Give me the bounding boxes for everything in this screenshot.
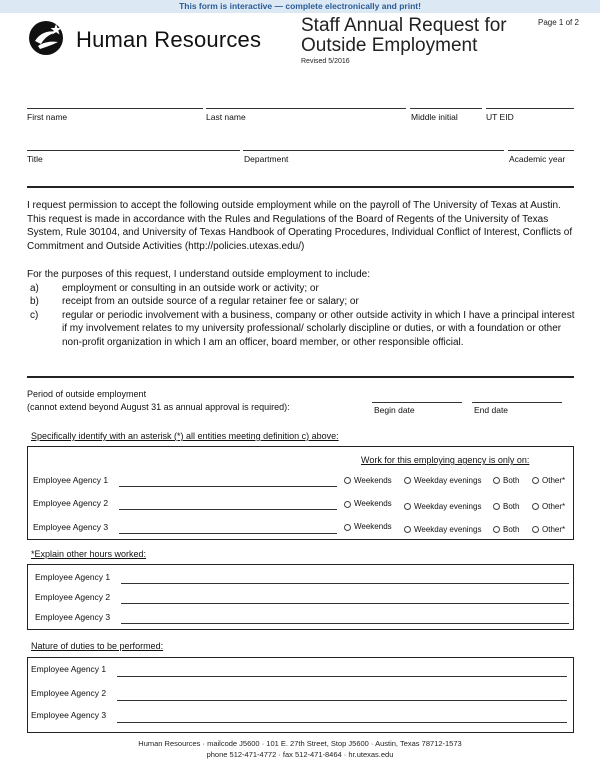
agency-label: Employee Agency 1 — [33, 475, 109, 485]
list-item — [27, 282, 577, 296]
duties-field-3[interactable] — [117, 722, 567, 723]
academic-year-field[interactable] — [508, 150, 574, 151]
period-note: (cannot extend beyond August 31 as annual approval is required): — [27, 402, 290, 412]
section3-heading: Nature of duties to be performed: — [31, 641, 164, 651]
period-label: Period of outside employment — [27, 389, 147, 399]
purpose-list — [27, 268, 577, 349]
list-text: receipt from an outside source of a regular retainer fee or salary; or — [62, 296, 359, 307]
agency-label: Employee Agency 3 — [33, 522, 109, 532]
list-text: employment or consulting in an outside work or activity; or — [62, 282, 319, 294]
agency-label: Employee Agency 1 — [35, 572, 111, 582]
other-hours-box — [27, 564, 574, 630]
agency-label: Employee Agency 3 — [31, 710, 107, 720]
option-label: Both — [503, 476, 520, 485]
divider — [27, 186, 574, 188]
duties-field-1[interactable] — [117, 676, 567, 677]
option-label: Both — [503, 525, 520, 534]
end-date-field[interactable] — [472, 402, 562, 403]
both-radio[interactable] — [493, 477, 500, 484]
both-radio[interactable] — [493, 503, 500, 510]
list-text: regular or periodic involvement with a business, company or other outside activity in which I have a principal interest if my involvement relates to my university professional/ scholarly discipline or duties, or with a foundation or other non-profit organization in which I am an officer, board member, or other responsible official. — [62, 309, 575, 348]
weekday-evenings-radio[interactable] — [404, 503, 411, 510]
weekday-evenings-radio[interactable] — [404, 477, 411, 484]
middle-initial-label: Middle initial — [411, 112, 458, 122]
footer-contact: phone 512-471-4772 · fax 512-471-8464 · hr.utexas.edu — [206, 750, 394, 759]
other-hours-field-1[interactable] — [121, 583, 569, 584]
title-field[interactable] — [27, 150, 240, 151]
begin-date-label: Begin date — [374, 405, 415, 415]
revised-date: Revised 5/2016 — [301, 58, 350, 65]
first-name-field[interactable] — [27, 108, 203, 109]
interactive-banner: This form is interactive — complete electronically and print! — [0, 0, 600, 13]
form-title-line2: Outside Employment — [301, 35, 478, 56]
list-item — [27, 309, 577, 350]
option-label: Other* — [542, 502, 566, 511]
first-name-label: First name — [27, 112, 68, 122]
section2-heading: *Explain other hours worked: — [31, 549, 147, 559]
duties-field-2[interactable] — [117, 700, 567, 701]
other-hours-field-2[interactable] — [121, 603, 569, 604]
list-marker: c) — [30, 309, 39, 321]
department-label: Department — [244, 154, 289, 164]
option-label: Weekends — [354, 522, 392, 531]
other-radio[interactable] — [532, 503, 539, 510]
divider — [27, 376, 574, 378]
form-title-line1: Staff Annual Request for — [301, 15, 507, 36]
middle-initial-field[interactable] — [410, 108, 482, 109]
purpose-lead: For the purposes of this request, I understand outside employment to include: — [27, 269, 370, 280]
both-radio[interactable] — [493, 526, 500, 533]
weekends-radio[interactable] — [344, 524, 351, 531]
weekday-evenings-radio[interactable] — [404, 526, 411, 533]
last-name-field[interactable] — [206, 108, 406, 109]
option-label: Weekends — [354, 476, 392, 485]
list-marker: a) — [30, 282, 39, 294]
agency2-field[interactable] — [119, 509, 337, 510]
option-label: Other* — [542, 525, 566, 534]
last-name-label: Last name — [206, 112, 246, 122]
form-title — [301, 16, 507, 56]
other-hours-field-3[interactable] — [121, 623, 569, 624]
page-number: Page 1 of 2 — [538, 18, 579, 27]
agency1-field[interactable] — [119, 486, 337, 487]
weekends-radio[interactable] — [344, 477, 351, 484]
ut-eid-label: UT EID — [486, 112, 514, 122]
option-label: Weekday evenings — [414, 502, 482, 511]
list-item — [27, 295, 577, 309]
agency-label: Employee Agency 3 — [35, 612, 111, 622]
end-date-label: End date — [474, 405, 509, 415]
agency-label: Employee Agency 2 — [33, 498, 109, 508]
list-marker: b) — [30, 296, 39, 307]
other-radio[interactable] — [532, 477, 539, 484]
agency-label: Employee Agency 2 — [31, 688, 107, 698]
option-label: Weekends — [354, 499, 392, 508]
agency-label: Employee Agency 2 — [35, 592, 111, 602]
option-label: Both — [503, 502, 520, 511]
agency-label: Employee Agency 1 — [31, 664, 107, 674]
option-label: Weekday evenings — [414, 476, 482, 485]
begin-date-field[interactable] — [372, 402, 462, 403]
hr-logo-icon — [28, 20, 64, 56]
duties-box — [27, 657, 574, 733]
department-field[interactable] — [243, 150, 504, 151]
weekends-radio[interactable] — [344, 501, 351, 508]
academic-year-label: Academic year — [509, 154, 566, 164]
org-name: Human Resources — [76, 27, 262, 52]
option-label: Weekday evenings — [414, 525, 482, 534]
work-note: Work for this employing agency is only on: — [361, 455, 530, 465]
section1-heading: Specifically identify with an asterisk (*) all entities meeting definition c) above: — [31, 431, 339, 441]
agency3-field[interactable] — [119, 533, 337, 534]
other-radio[interactable] — [532, 526, 539, 533]
agency-hours-box — [27, 446, 574, 540]
intro-paragraph: I request permission to accept the following outside employment while on the payroll of The University of Texas at Austin. This request is made in accordance with the Rules and Regulations of the Board of Regents of the University of Texas System, Rule 30104, and University of Texas Handbook of Operating Procedures, Individual Conflict of Interest, Conflicts of Commitment and Outside Activities (http://policies.utexas.edu/) — [27, 200, 573, 252]
footer-address: Human Resources · mailcode J5600 · 101 E. 27th Street, Stop J5600 · Austin, Texas 78712-1573 — [138, 739, 462, 748]
option-label: Other* — [542, 476, 566, 485]
title-label: Title — [27, 154, 43, 164]
ut-eid-field[interactable] — [486, 108, 574, 109]
